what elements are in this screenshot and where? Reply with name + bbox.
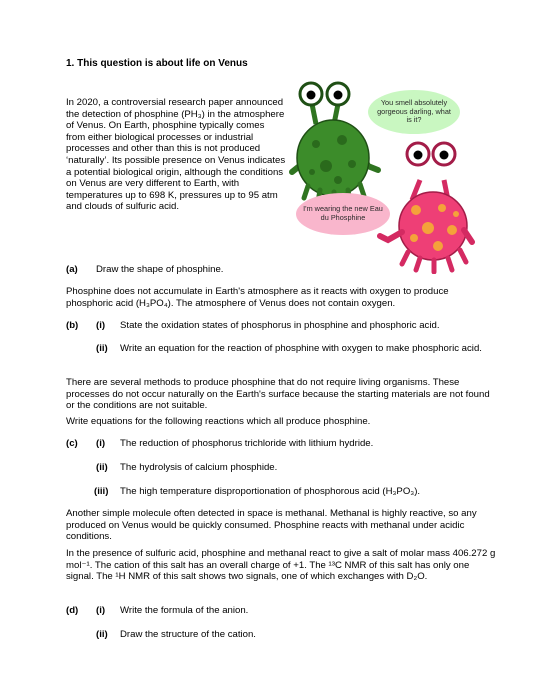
question-c-iii-label: (iii) [94, 486, 109, 497]
pink-speech-bubble [296, 193, 390, 235]
green-alien [292, 83, 378, 204]
question-c-ii-text: The hydrolysis of calcium phosphide. [120, 462, 278, 473]
pink-speech-text: I'm wearing the new Eau du Phosphine [303, 204, 383, 222]
question-b-i-label: (i) [96, 320, 106, 331]
paragraph-salt: In the presence of sulfuric acid, phosphine and methanal react to give a salt of molar mass 406.272 g mol⁻¹. The cation of this salt has an overall charge of +1. The ¹³C NMR of this salt has only one signal. The ¹H NMR of this salt shows two signals, one of which exchanges with D₂O. [66, 548, 496, 583]
question-b-label: (b) [66, 320, 79, 331]
question-b-ii-label: (ii) [96, 343, 108, 354]
green-speech-bubble [368, 90, 460, 134]
pink-alien [380, 143, 472, 272]
question-c-i-text: The reduction of phosphorus trichloride with lithium hydride. [120, 438, 374, 449]
question-b-i-text: State the oxidation states of phosphorus in phosphine and phosphoric acid. [120, 320, 440, 331]
question-b-ii-text: Write an equation for the reaction of phosphine with oxygen to make phosphoric acid. [120, 343, 482, 354]
paragraph-methanal: Another simple molecule often detected in space is methanal. Methanal is highly reactive, so any produced on Venus would be quickly consumed. Phosphine reacts with methanal under acidic conditions. [66, 508, 477, 543]
question-a-label: (a) [66, 264, 78, 275]
question-c-i-label: (i) [96, 438, 106, 449]
question-d-label: (d) [66, 605, 79, 616]
paragraph-methods: There are several methods to produce phosphine that do not require living organisms. These processes do not occur naturally on the Earth's surface because the starting materials are not found or the conditions are not suitable. [66, 377, 490, 412]
paragraph-oxygen: Phosphine does not accumulate in Earth's atmosphere as it reacts with oxygen to produce phosphoric acid (H₃PO₄). The atmosphere of Venus does not contain oxygen. [66, 286, 449, 309]
question-d-i-text: Write the formula of the anion. [120, 605, 249, 616]
question-a-text: Draw the shape of phosphine. [96, 264, 224, 275]
question-d-i-label: (i) [96, 605, 106, 616]
green-speech-text: You smell absolutely gorgeous darling, what is it? [377, 97, 451, 125]
question-d-ii-label: (ii) [96, 629, 108, 640]
question-c-iii-text: The high temperature disproportionation of phosphorous acid (H₃PO₃). [120, 486, 421, 497]
intro-paragraph: In 2020, a controversial research paper announced the detection of phosphine (PH₃) in the atmosphere of Venus. On Earth, phosphine typically comes from either biological processes or industrial processes and other than this is not produced ‘naturally’. Its possible presence on Venus indicates a potential biological origin, although the conditions on Venus are very different to Earth, with temperatures up to 698 K, pressures up to 95 atm and clouds of sulfuric acid. [66, 97, 286, 213]
question-c-ii-label: (ii) [96, 462, 108, 473]
paragraph-equations: Write equations for the following reactions which all produce phosphine. [66, 416, 371, 427]
question-d-ii-text: Draw the structure of the cation. [120, 629, 256, 640]
question-c-label: (c) [66, 438, 78, 449]
question-title: 1. This question is about life on Venus [66, 58, 248, 69]
